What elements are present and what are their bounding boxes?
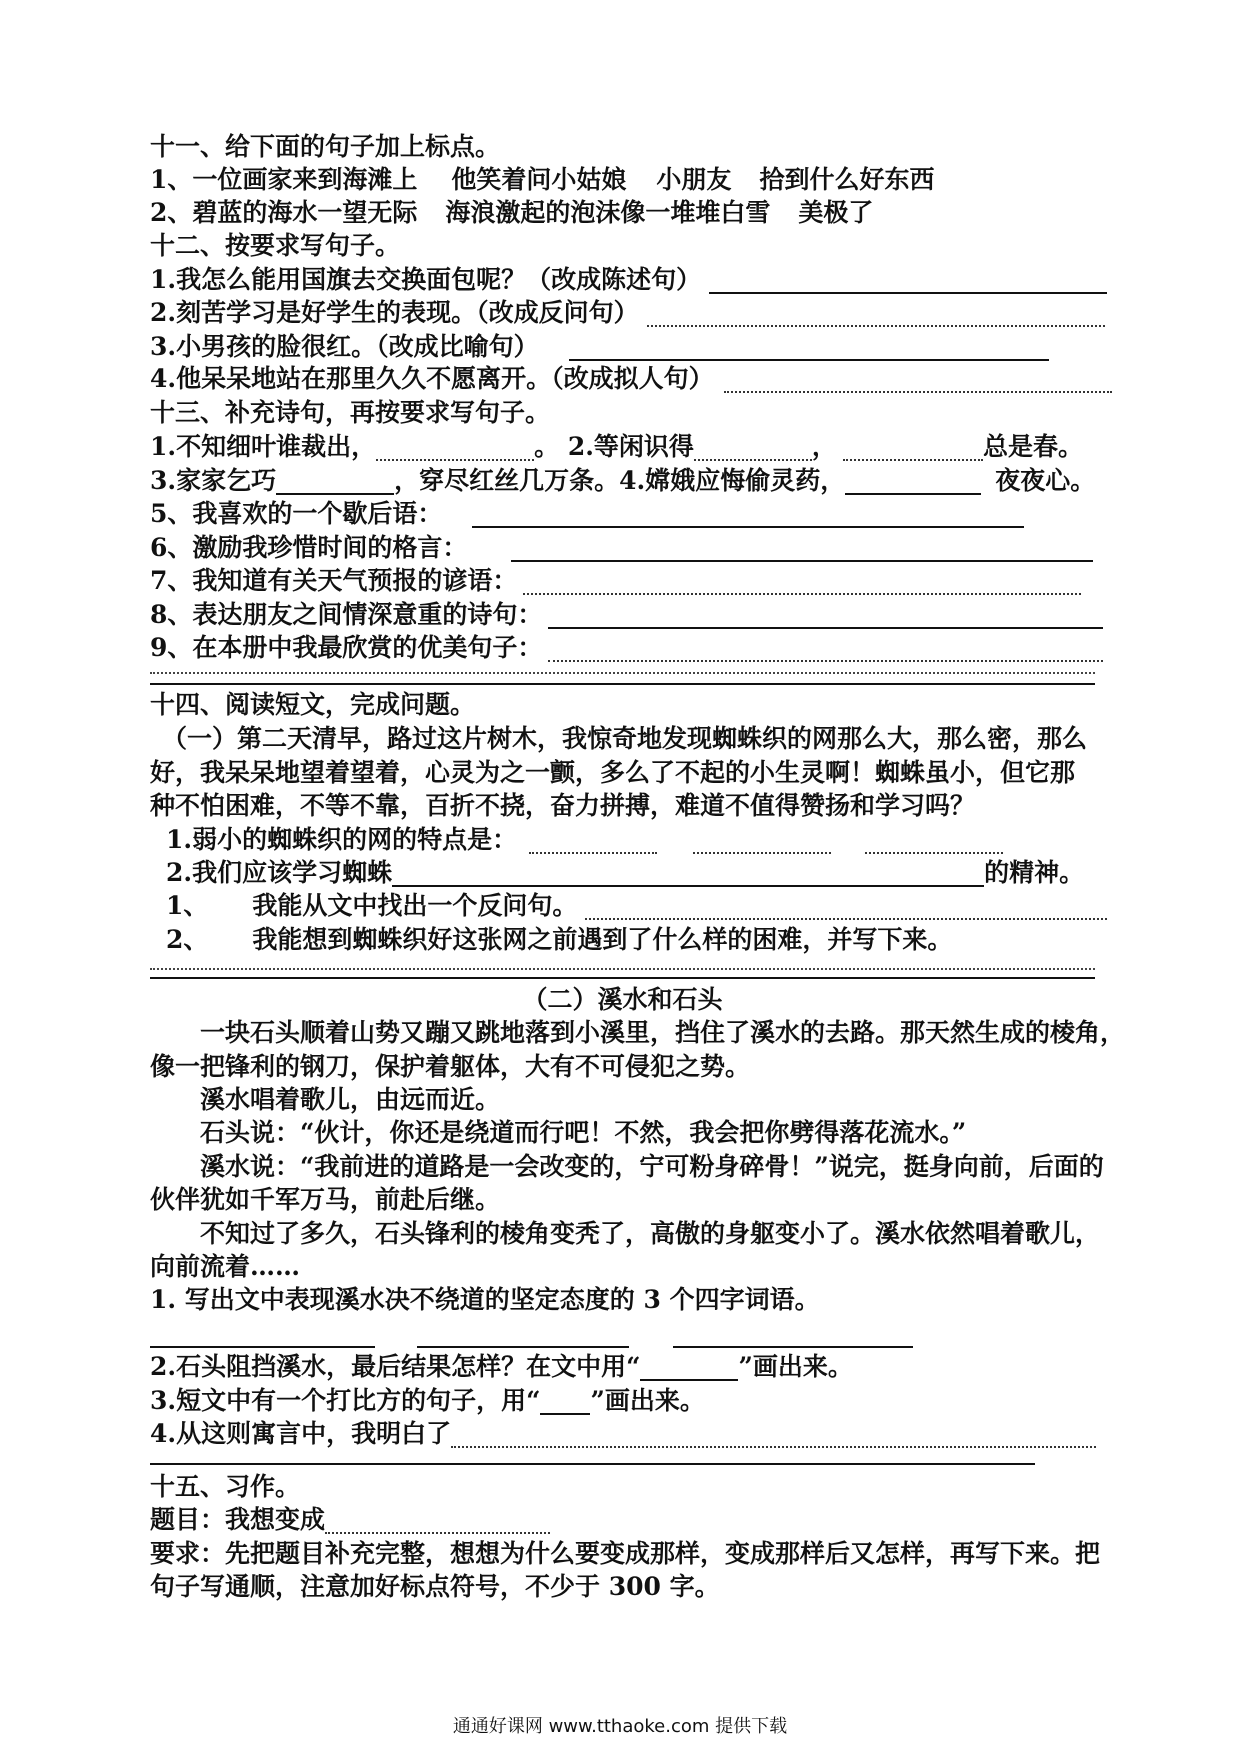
s12-question-2: 2.刻苦学习是好学生的表现。（改成反问句）	[150, 296, 1105, 330]
answer-blank[interactable]	[709, 266, 1107, 294]
answer-blank[interactable]	[451, 1420, 1096, 1448]
s13-poem-line-1: 1.不知细叶谁裁出， 。 2.等闲识得 ， 总是春。	[150, 432, 1083, 461]
passage-2-line: 溪水唱着歌儿，由远而近。	[200, 1085, 501, 1114]
passage-1-line: 种不怕困难，不等不靠，百折不挠，奋力拼搏，难道不值得赞扬和学习吗？	[150, 791, 976, 820]
passage-2-line: 像一把锋利的钢刀，保护着躯体，大有不可侵犯之势。	[150, 1052, 751, 1081]
answer-blank[interactable]	[548, 601, 1103, 629]
answer-blank[interactable]	[585, 892, 1107, 920]
passage-1-question-4: 2、 我能想到蜘蛛织好这张网之前遇到了什么样的困难，并写下来。	[166, 925, 953, 954]
composition-requirement-line: 要求：先把题目补充完整，想想为什么要变成那样，变成那样后又怎样，再写下来。把	[150, 1539, 1101, 1568]
answer-blank[interactable]	[540, 1387, 590, 1415]
composition-requirement-line: 句子写通顺，注意加好标点符号，不少于 300 字。	[150, 1572, 720, 1601]
passage-2-line: 一块石头顺着山势又蹦又跳地落到小溪里，挡住了溪水的去路。那天然生成的棱角，	[200, 1018, 1126, 1047]
answer-blank[interactable]	[845, 467, 981, 495]
passage-1-line: （一）第二天清早，路过这片树木，我惊奇地发现蜘蛛织的网那么大，那么密，那么	[162, 724, 1088, 753]
answer-line[interactable]	[150, 1463, 1035, 1465]
answer-blank[interactable]	[523, 567, 1081, 595]
passage-1-line: 好，我呆呆地望着望着，心灵为之一颤，多么了不起的小生灵啊！蜘蛛虽小，但它那	[150, 758, 1076, 787]
answer-blank[interactable]	[724, 365, 1112, 393]
answer-blank[interactable]	[472, 500, 1024, 528]
answer-blank[interactable]	[529, 826, 657, 854]
composition-topic: 题目：我想变成	[150, 1503, 550, 1537]
answer-blank[interactable]	[150, 1320, 375, 1348]
answer-blank[interactable]	[647, 299, 1105, 327]
s13-question-8: 8、表达朋友之间情深意重的诗句：	[150, 598, 1103, 632]
answer-blank[interactable]	[865, 826, 1003, 854]
s11-question-1: 1、一位画家来到海滩上 他笑着问小姑娘 小朋友 拾到什么好东西	[150, 165, 935, 194]
answer-blank[interactable]	[392, 859, 984, 887]
passage-2-line: 向前流着……	[150, 1252, 301, 1281]
s13-question-9: 9、在本册中我最欣赏的优美句子：	[150, 631, 1103, 665]
passage-1-question-1: 1.弱小的蜘蛛织的网的特点是：	[166, 823, 1003, 857]
divider	[150, 683, 1095, 685]
passage-2-question-4: 4.从这则寓言中，我明白了	[150, 1417, 1096, 1451]
answer-blank[interactable]	[843, 433, 983, 461]
passage-2-question-1: 1. 写出文中表现溪水决不绕道的坚定态度的 3 个四字词语。	[150, 1285, 820, 1314]
s11-question-2: 2、碧蓝的海水一望无际 海浪激起的泡沫像一堆堆白雪 美极了	[150, 198, 874, 227]
passage-2-line: 不知过了多久，石头锋利的棱角变秃了，高傲的身躯变小了。溪水依然唱着歌儿，	[200, 1219, 1101, 1248]
section-15-title: 十五、习作。	[150, 1472, 301, 1501]
s12-question-1: 1.我怎么能用国旗去交换面包呢？（改成陈述句）	[150, 263, 1107, 297]
s12-question-4: 4.他呆呆地站在那里久久不愿离开。（改成拟人句）	[150, 362, 1112, 396]
passage-2-line: 石头说：“伙计，你还是绕道而行吧！不然，我会把你劈得落花流水。”	[200, 1118, 967, 1147]
s13-question-5: 5、我喜欢的一个歇后语：	[150, 497, 1024, 531]
s13-poem-line-2: 3.家家乞巧 ，穿尽红丝几万条。4.嫦娥应悔偷灵药， 夜夜心。	[150, 466, 1096, 495]
section-11-title: 十一、给下面的句子加上标点。	[150, 132, 501, 161]
passage-1-question-2: 2.我们应该学习蜘蛛 的精神。	[166, 858, 1085, 887]
passage-2-question-1-blanks	[150, 1317, 913, 1351]
answer-blank[interactable]	[693, 826, 831, 854]
s13-question-7: 7、我知道有关天气预报的谚语：	[150, 564, 1081, 598]
section-14-title: 十四、阅读短文，完成问题。	[150, 690, 476, 719]
s13-question-6: 6、激励我珍惜时间的格言：	[150, 531, 1093, 565]
passage-2-question-3: 3.短文中有一个打比方的句子，用“ ”画出来。	[150, 1386, 705, 1415]
answer-blank[interactable]	[511, 534, 1093, 562]
passage-2-title: （二）溪水和石头	[522, 985, 723, 1014]
answer-line[interactable]	[150, 672, 1095, 674]
answer-blank[interactable]	[276, 467, 394, 495]
passage-2-line: 溪水说：“我前进的道路是一会改变的，宁可粉身碎骨！”说完，挺身向前，后面的	[200, 1152, 1104, 1181]
s12-question-3: 3.小男孩的脸很红。（改成比喻句）	[150, 330, 1049, 364]
answer-blank[interactable]	[569, 333, 1049, 361]
divider	[150, 977, 1095, 979]
answer-blank[interactable]	[417, 1320, 629, 1348]
answer-blank[interactable]	[673, 1320, 913, 1348]
answer-blank[interactable]	[694, 433, 812, 461]
answer-blank[interactable]	[640, 1353, 738, 1381]
page-footer: 通通好课网 www.tthaoke.com 提供下载	[452, 1716, 788, 1737]
answer-blank[interactable]	[376, 433, 534, 461]
answer-line[interactable]	[150, 968, 1095, 970]
answer-blank[interactable]	[325, 1506, 550, 1534]
passage-2-line: 伙伴犹如千军万马，前赴后继。	[150, 1185, 501, 1214]
passage-1-question-3: 1、 我能从文中找出一个反问句。	[166, 889, 1107, 923]
passage-2-question-2: 2.石头阻挡溪水，最后结果怎样？在文中用“ ”画出来。	[150, 1352, 853, 1381]
section-12-title: 十二、按要求写句子。	[150, 231, 401, 260]
section-13-title: 十三、补充诗句，再按要求写句子。	[150, 398, 551, 427]
answer-blank[interactable]	[548, 634, 1103, 662]
